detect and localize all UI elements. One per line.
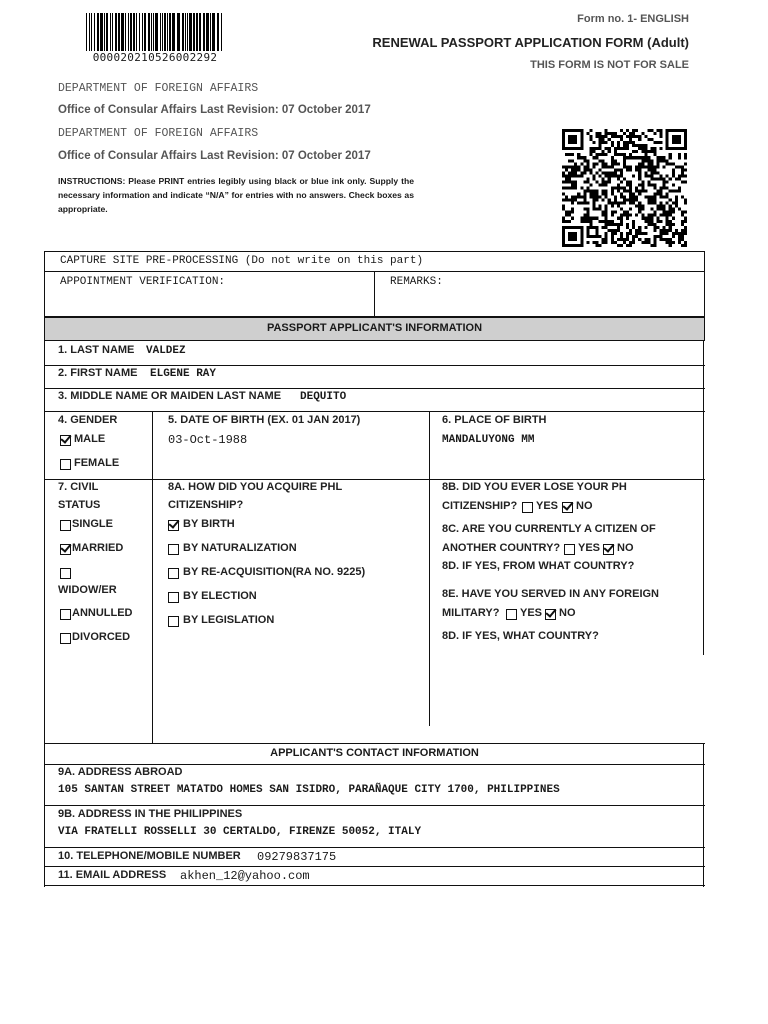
qr-code-image [562,129,687,247]
civil-married-label: MARRIED [72,542,124,554]
civil-widower-checkbox[interactable] [60,568,71,579]
appointment-verification-label: APPOINTMENT VERIFICATION: [60,276,226,288]
instructions-text: INSTRUCTIONS: Please PRINT entries legibly using black or blue ink only. Supply the necessary information and indicate “N/A” for entries with no answers. Check boxes as appropriate. [58,176,414,214]
civil-divorced-label: DIVORCED [72,631,131,643]
acquire-reacquisition-label: BY RE-ACQUISITION(RA NO. 9225) [183,566,366,578]
office-revision: Office of Consular Affairs Last Revision: 07 October 2017 [58,104,371,116]
last-name-label: 1. LAST NAME [58,344,135,356]
q8b-no-label: NO [576,500,593,512]
q8e-label-2: MILITARY? [442,607,500,619]
q8b-yes-checkbox[interactable] [522,502,533,513]
q8d-label: 8D. IF YES, FROM WHAT COUNTRY? [442,560,635,572]
barcode-image [86,13,224,51]
q8b-label-2: CITIZENSHIP? [442,500,518,512]
gender-male-label: MALE [74,433,106,445]
civil-status-label: 7. CIVIL [58,481,99,493]
last-name-value[interactable]: VALDEZ [146,345,186,357]
address-ph-label: 9B. ADDRESS IN THE PHILIPPINES [58,808,243,820]
department-heading-repeat: DEPARTMENT OF FOREIGN AFFAIRS [58,127,259,140]
phone-label: 10. TELEPHONE/MOBILE NUMBER [58,850,241,862]
q8e-yes-label: YES [520,607,543,619]
civil-divorced-checkbox[interactable] [60,633,71,644]
q8d-country-label: 8D. IF YES, WHAT COUNTRY? [442,630,599,642]
q8c-label-2: ANOTHER COUNTRY? [442,542,561,554]
pob-label: 6. PLACE OF BIRTH [442,414,547,426]
q8c-label: 8C. ARE YOU CURRENTLY A CITIZEN OF [442,523,656,535]
middle-name-value[interactable]: DEQUITO [300,391,347,403]
phone-value[interactable]: 09279837175 [257,850,337,864]
acquire-citizenship-label: 8A. HOW DID YOU ACQUIRE PHL [168,481,343,493]
acquire-election-label: BY ELECTION [183,590,257,602]
application-form [44,251,705,887]
civil-annulled-checkbox[interactable] [60,609,71,620]
q8c-no-checkbox[interactable] [603,544,614,555]
q8c-yes-label: YES [578,542,601,554]
civil-single-checkbox[interactable] [60,520,71,531]
barcode-number: 000020210526002292 [92,51,218,64]
acquire-election-checkbox[interactable] [168,592,179,603]
q8e-label: 8E. HAVE YOU SERVED IN ANY FOREIGN [442,588,659,600]
q8c-no-label: NO [617,542,634,554]
q8e-no-checkbox[interactable] [545,609,556,620]
acquire-naturalization-label: BY NATURALIZATION [183,542,297,554]
q8c-yes-checkbox[interactable] [564,544,575,555]
address-abroad-value[interactable]: 105 SANTAN STREET MATATDO HOMES SAN ISIDRO, PARAÑAQUE CITY 1700, PHILIPPINES [58,784,560,796]
capture-site-title: CAPTURE SITE PRE-PROCESSING (Do not write on this part) [60,255,424,267]
applicant-section-title: PASSPORT APPLICANT'S INFORMATION [44,317,705,341]
civil-single-label: SINGLE [72,518,113,530]
q8e-yes-checkbox[interactable] [506,609,517,620]
email-value[interactable]: akhen_12@yahoo.com [180,869,310,883]
dob-value[interactable]: 03-Oct-1988 [168,433,248,447]
civil-annulled-label: ANNULLED [72,607,133,619]
q8b-yes-label: YES [536,500,559,512]
first-name-value[interactable]: ELGENE RAY [150,368,217,380]
civil-status-label-2: STATUS [58,499,101,511]
gender-label: 4. GENDER [58,414,118,426]
acquire-by-birth-label: BY BIRTH [183,518,235,530]
address-abroad-label: 9A. ADDRESS ABROAD [58,766,183,778]
office-revision-repeat: Office of Consular Affairs Last Revision: 07 October 2017 [58,150,371,162]
contact-section-title: APPLICANT'S CONTACT INFORMATION [270,747,479,759]
middle-name-label: 3. MIDDLE NAME OR MAIDEN LAST NAME [58,390,282,402]
q8b-no-checkbox[interactable] [562,502,573,513]
acquire-legislation-label: BY LEGISLATION [183,614,275,626]
q8b-label: 8B. DID YOU EVER LOSE YOUR PH [442,481,627,493]
gender-female-label: FEMALE [74,457,120,469]
form-title: RENEWAL PASSPORT APPLICATION FORM (Adult) [372,35,689,50]
acquire-citizenship-label-2: CITIZENSHIP? [168,499,244,511]
acquire-by-birth-checkbox[interactable] [168,520,179,531]
form-number: Form no. 1- ENGLISH [577,13,689,25]
civil-widower-label: WIDOW/ER [58,584,117,596]
acquire-reacquisition-checkbox[interactable] [168,568,179,579]
pob-value[interactable]: MANDALUYONG MM [442,434,535,446]
gender-male-checkbox[interactable] [60,435,71,446]
address-ph-value[interactable]: VIA FRATELLI ROSSELLI 30 CERTALDO, FIRENZE 50052, ITALY [58,826,422,838]
email-label: 11. EMAIL ADDRESS [58,869,167,881]
civil-married-checkbox[interactable] [60,544,71,555]
not-for-sale-notice: THIS FORM IS NOT FOR SALE [530,59,689,71]
department-heading: DEPARTMENT OF FOREIGN AFFAIRS [58,82,259,95]
dob-label: 5. DATE OF BIRTH (EX. 01 JAN 2017) [168,414,361,426]
q8e-no-label: NO [559,607,576,619]
acquire-naturalization-checkbox[interactable] [168,544,179,555]
acquire-legislation-checkbox[interactable] [168,616,179,627]
gender-female-checkbox[interactable] [60,459,71,470]
remarks-label: REMARKS: [390,276,443,288]
first-name-label: 2. FIRST NAME [58,367,138,379]
